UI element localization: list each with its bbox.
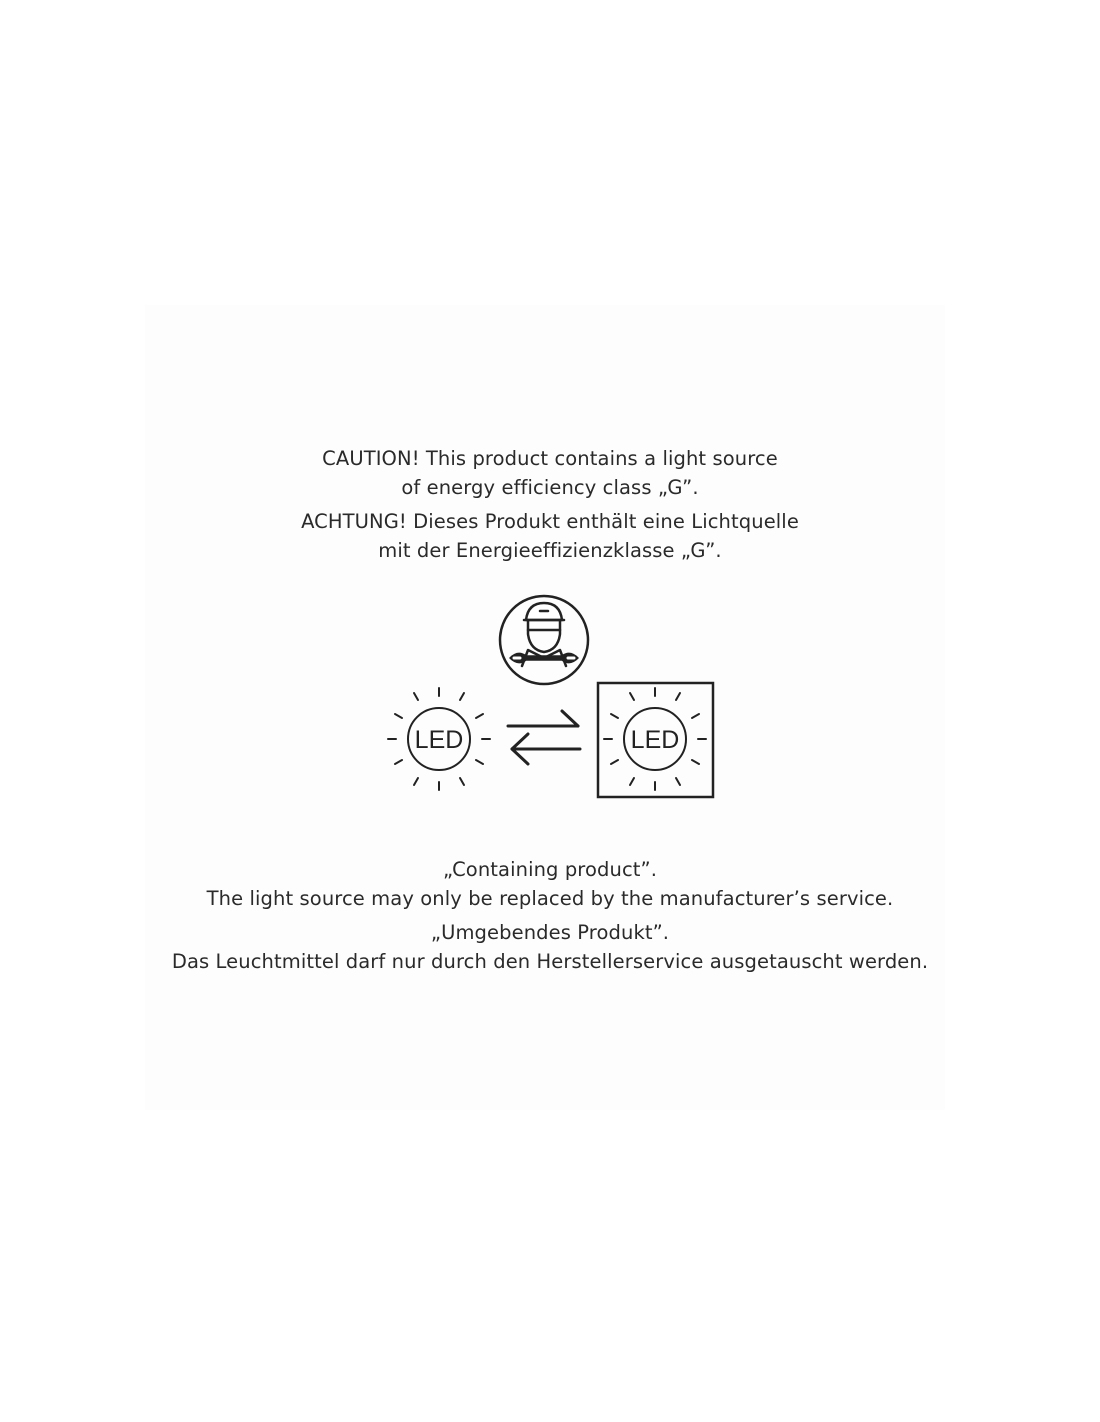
service-technician-icon xyxy=(500,596,588,684)
info-german-line-1: „Umgebendes Produkt”. xyxy=(430,921,670,944)
left-lamp-label: LED xyxy=(414,726,464,754)
info-german xyxy=(0,918,1100,976)
info-german-line-2: Das Leuchtmittel darf nur durch den Herstellerservice ausgetauscht werden. xyxy=(171,950,929,973)
info-english-line-1: „Containing product”. xyxy=(442,858,658,881)
info-english xyxy=(0,855,1100,913)
caution-german-line-2: mit der Energieeffizienzklasse „G”. xyxy=(378,539,722,562)
replacement-illustration-svg xyxy=(0,590,1100,810)
info-english-line-2: The light source may only be replaced by the manufacturer’s service. xyxy=(206,887,894,910)
exchange-arrows-icon xyxy=(508,711,580,764)
caution-english-line-1: CAUTION! This product contains a light source xyxy=(322,447,778,470)
replacement-illustration xyxy=(0,590,1100,810)
caution-german xyxy=(0,507,1100,565)
caution-english xyxy=(0,444,1100,502)
right-lamp-label: LED xyxy=(630,726,680,754)
caution-german-line-1: ACHTUNG! Dieses Produkt enthält eine Lichtquelle xyxy=(301,510,799,533)
caution-english-line-2: of energy efficiency class „G”. xyxy=(401,476,699,499)
